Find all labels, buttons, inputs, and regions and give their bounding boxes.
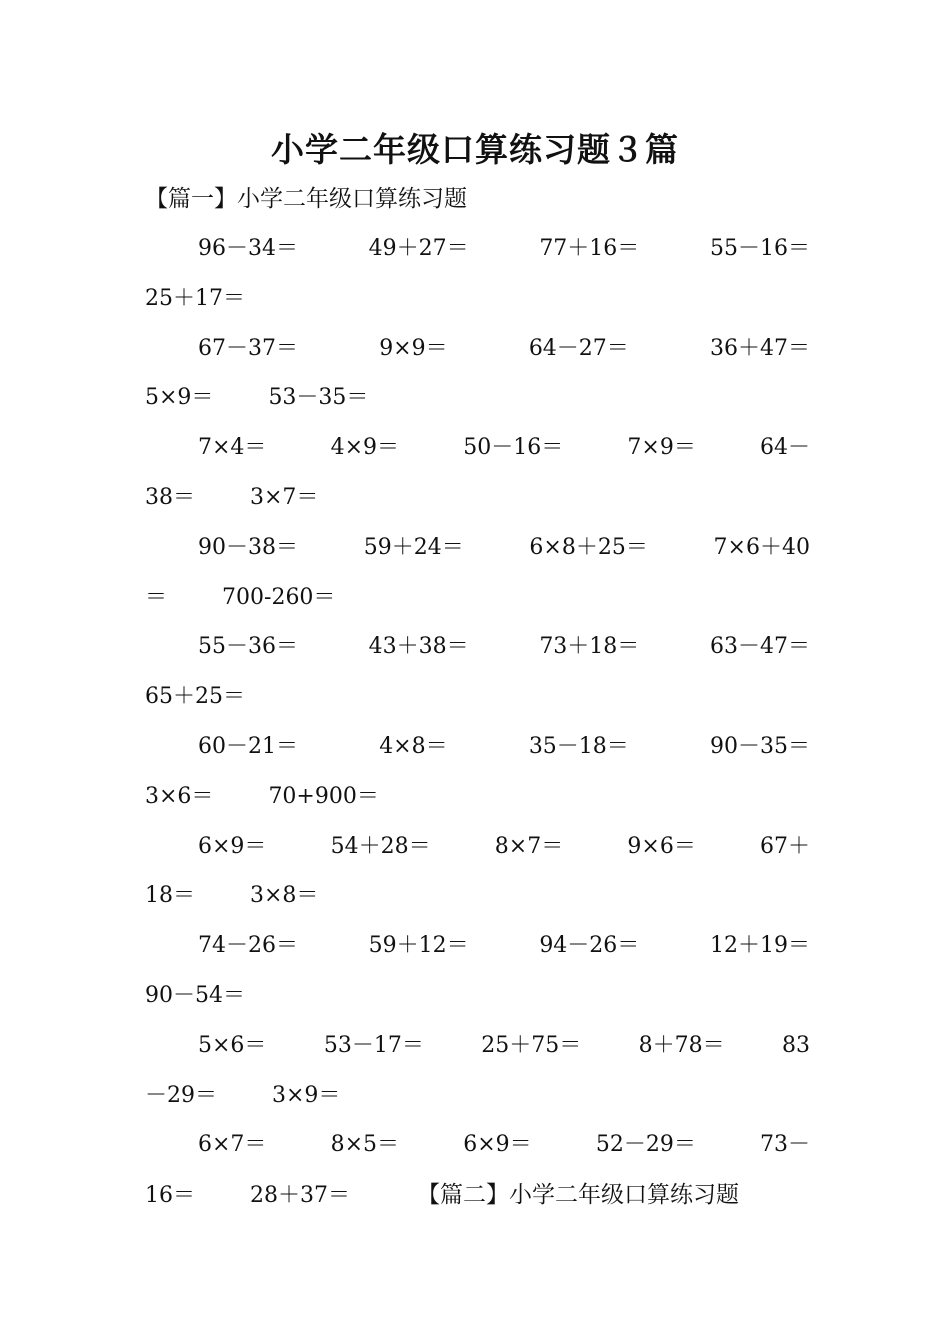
exercise-row xyxy=(145,979,810,1029)
exercise-item: 60－21＝ xyxy=(198,733,298,759)
exercise-row xyxy=(145,1079,810,1129)
exercise-item: 700-260＝ xyxy=(222,584,336,610)
exercise-item: 8×7＝ xyxy=(494,833,564,859)
section-heading-2: 【篇二】小学二年级口算练习题 xyxy=(417,1182,739,1209)
exercise-item: 4×8＝ xyxy=(379,733,448,759)
exercise-row xyxy=(145,1029,810,1079)
exercise-item: 70+900＝ xyxy=(268,783,379,809)
exercise-item: 35－18＝ xyxy=(528,733,629,759)
exercise-item: 64－27＝ xyxy=(528,335,629,361)
exercise-item: 50－16＝ xyxy=(463,435,564,461)
exercise-row xyxy=(145,232,810,282)
exercise-item: 6×9＝ xyxy=(198,833,267,859)
exercise-item: 49＋27＝ xyxy=(368,236,469,261)
exercise-row xyxy=(145,282,810,332)
page-title: 小学二年级口算练习题３篇 xyxy=(271,130,679,169)
exercise-item: 7×4＝ xyxy=(198,435,267,461)
exercise-item: 94－26＝ xyxy=(539,933,640,959)
exercise-row xyxy=(145,1178,810,1228)
exercise-item: 55－16＝ xyxy=(709,236,810,261)
exercise-item: 53－35＝ xyxy=(268,385,369,411)
exercise-row xyxy=(145,680,810,730)
exercise-item: 90－35＝ xyxy=(710,733,810,759)
exercise-item: 3×7＝ xyxy=(250,484,319,510)
exercise-row xyxy=(145,431,810,481)
exercise-item: 74－26＝ xyxy=(198,933,298,959)
exercise-item: 59＋24＝ xyxy=(363,534,464,560)
exercise-item: 5×9＝ xyxy=(145,385,214,411)
exercise-item: 63－47＝ xyxy=(709,634,810,660)
exercise-row xyxy=(145,929,810,979)
exercise-row xyxy=(145,780,810,830)
exercise-item: 18＝ xyxy=(145,883,195,909)
exercise-item: 54＋28＝ xyxy=(330,833,431,859)
exercise-item: 90－38＝ xyxy=(198,534,298,560)
exercise-item: 67＋ xyxy=(760,833,810,859)
exercise-item: 9×9＝ xyxy=(379,335,448,361)
exercise-row xyxy=(145,381,810,431)
exercise-item: 25＋75＝ xyxy=(481,1032,582,1058)
exercise-item: －29＝ xyxy=(145,1082,217,1108)
exercise-item: 5×6＝ xyxy=(198,1032,267,1058)
exercise-item: 16＝ xyxy=(145,1183,195,1209)
exercise-row xyxy=(145,730,810,780)
exercise-item: 67－37＝ xyxy=(198,335,298,361)
exercise-row xyxy=(145,332,810,382)
exercise-row xyxy=(145,481,810,531)
exercise-item: 83 xyxy=(782,1032,810,1058)
exercise-item: 6×7＝ xyxy=(198,1132,267,1158)
exercise-item: 3×8＝ xyxy=(250,883,319,909)
exercise-row xyxy=(145,1128,810,1178)
exercise-item: 43＋38＝ xyxy=(368,634,469,660)
exercise-item: 4×9＝ xyxy=(330,435,400,461)
exercise-item: 73－ xyxy=(760,1132,810,1158)
exercise-item: 7×9＝ xyxy=(627,435,696,461)
exercise-item: 3×6＝ xyxy=(145,783,214,809)
exercise-item: 59＋12＝ xyxy=(368,933,469,959)
exercise-row xyxy=(145,830,810,880)
exercise-item: 38＝ xyxy=(145,484,195,510)
exercise-item: 7×6＋40 xyxy=(713,534,810,560)
exercise-item: 55－36＝ xyxy=(198,634,298,660)
exercise-item: 52－29＝ xyxy=(595,1132,696,1158)
exercise-item: 77＋16＝ xyxy=(539,236,640,261)
exercise-item: 8×5＝ xyxy=(330,1132,400,1158)
exercise-item: 90－54＝ xyxy=(145,982,245,1008)
exercise-item: 9×6＝ xyxy=(627,833,696,859)
exercise-item: 6×9＝ xyxy=(463,1132,532,1158)
exercise-item: 8＋78＝ xyxy=(638,1032,725,1058)
exercise-row xyxy=(145,879,810,929)
exercise-item: 96－34＝ xyxy=(198,236,298,261)
exercise-row xyxy=(145,581,810,631)
exercise-row xyxy=(145,630,810,680)
exercise-item: 73＋18＝ xyxy=(539,634,640,660)
exercise-item: 3×9＝ xyxy=(272,1082,341,1108)
exercise-item: 53－17＝ xyxy=(323,1032,424,1058)
exercise-lines xyxy=(145,232,810,1228)
exercise-item: 6×8＋25＝ xyxy=(529,534,648,560)
exercise-item: 25＋17＝ xyxy=(145,285,245,311)
exercise-item: 65＋25＝ xyxy=(145,684,245,710)
exercise-row xyxy=(145,531,810,581)
exercise-item: 12＋19＝ xyxy=(709,933,810,959)
section-heading-1: 【篇一】小学二年级口算练习题 xyxy=(145,186,467,212)
exercise-item: 36＋47＝ xyxy=(710,335,810,361)
exercise-item: 64－ xyxy=(760,435,810,461)
exercise-item: ＝ xyxy=(145,584,168,610)
exercise-item: 28＋37＝ xyxy=(250,1183,350,1209)
